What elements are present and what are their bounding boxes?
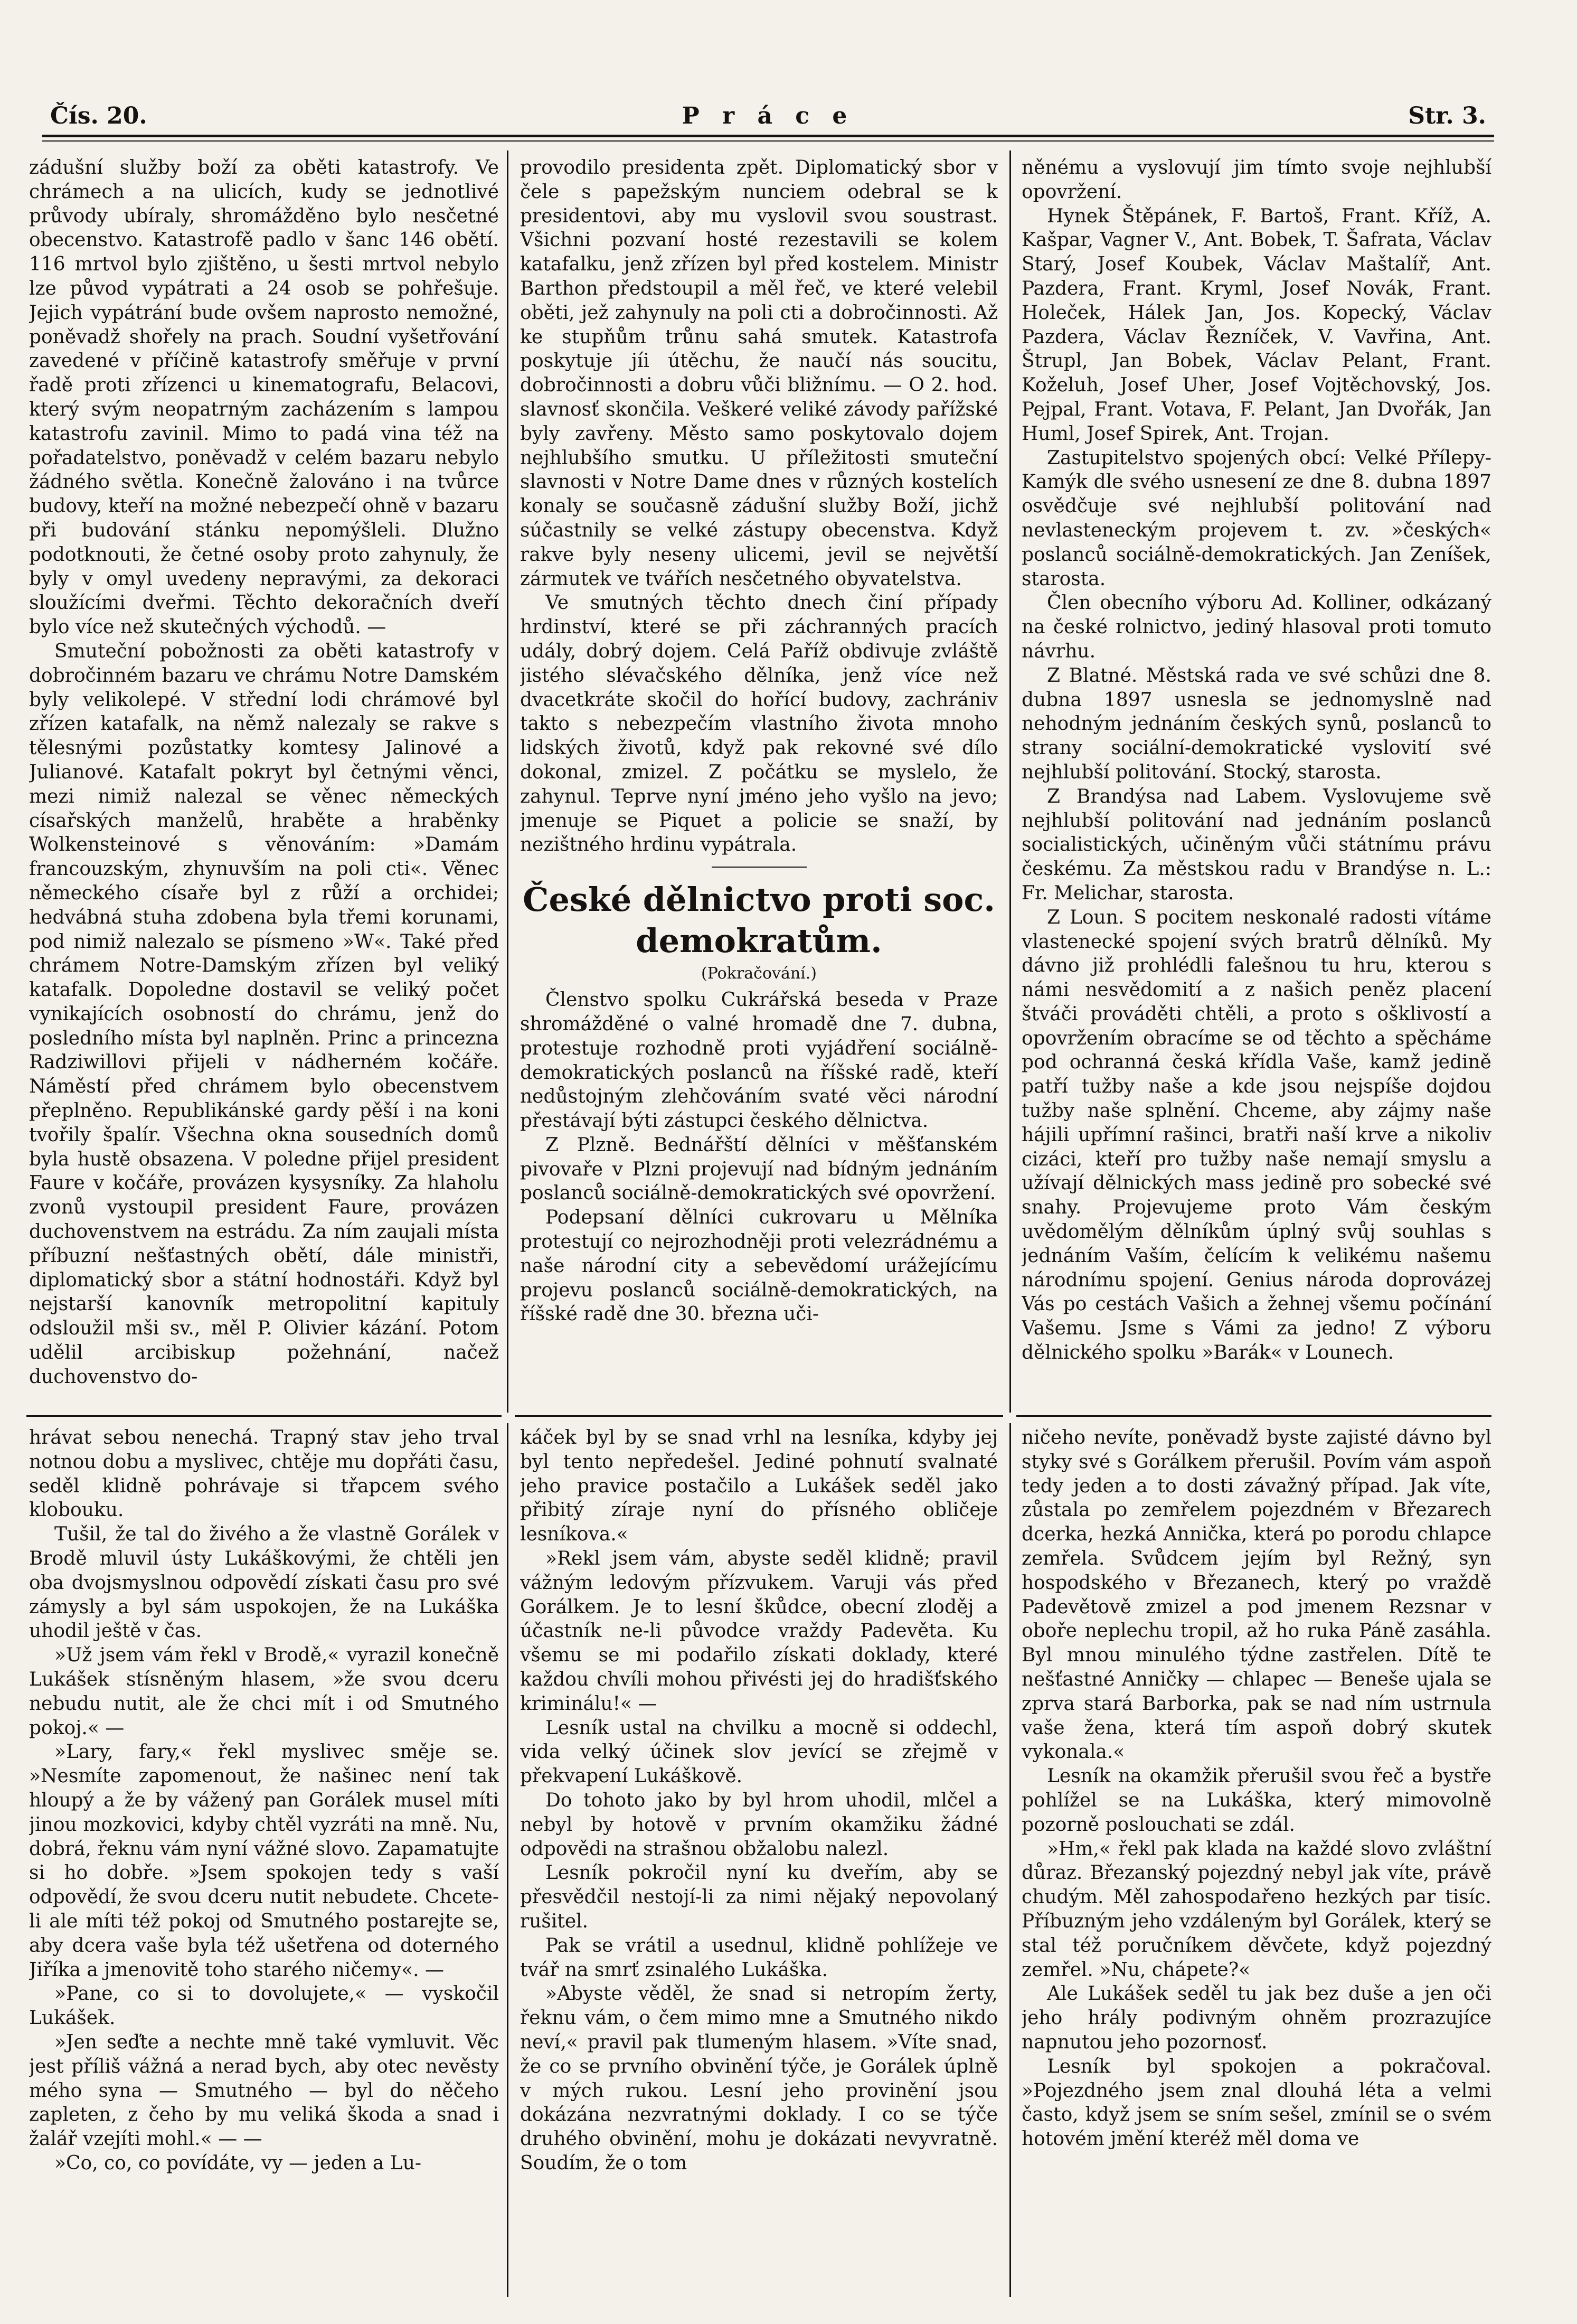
paragraph: »Hm,« řekl pak klada na každé slovo zvláštní důraz. Březanský pojezdný nebyl jak víte, právě chudým. Měl zahospodařeno hezkých par tisíc. Příbuzným jeho vzdáleným byl Gorálek, který se stal též poručníkem děvčete, když pojezdný zemřel. »Nu, chápete?« — [1022, 1838, 1491, 1981]
paragraph: »Lary, fary,« řekl myslivec směje se. »Nesmíte zapomenout, že našinec není tak hloupý a že by vážený pan Gorálek musel míti jinou mozkovici, kdyby chtěl vyzráti na mně. Nu, dobrá, řeknu vám nyní vážné slovo. Zapamatujte si ho dobře. »Jsem spokojen tedy s vaší odpovědí, že svou dceru nutit nebudete. Chcete-li ale míti též pokoj od Smutného postarejte se, aby dcera vaše byla též ušetřena od doterného Jiříka a jmenovitě toho starého ničemy«. — — [29, 1741, 499, 1981]
paragraph: Hynek Štěpánek, F. Bartoš, Frant. Kříž, A. Kašpar, Vagner V., Ant. Bobek, T. Šafrata, Václav Starý, Josef Koubek, Václav Maštalíř, Ant. Pazdera, Frant. Kryml, Josef Novák, Frant. Holeček, Hálek Jan, Jos. Kopecký, Václav Pazdera, Václav Řezníček, V. Vavřina, Ant. Štrupl, Jan Bobek, Václav Pelant, Frant. Koželuh, Josef Uher, Josef Vojtěchovský, Jos. Pejpal, Frant. Votava, F. Pelant, Jan Dvořák, Jan Huml, Josef Spirek, Ant. Trojan. — [1022, 205, 1491, 445]
paragraph: Z Plzně. Bednářští dělníci v měšťanském pivovaře v Plzni projevují nad bídným jednáním poslanců sociálně-demokratických své opovržení. — [520, 1134, 998, 1205]
column-divider — [1009, 1423, 1011, 2297]
header-rule — [42, 135, 1494, 137]
article-title-line: České dělnictvo proti soc. — [523, 880, 995, 919]
column-divider — [507, 150, 508, 1413]
column-left-bottom — [29, 1426, 499, 2297]
paragraph: hrávat sebou nenechá. Trapný stav jeho trval notnou dobu a myslivec, chtěje mu dopřáti času, seděl klidně pohrávaje si třapcem svého klobouku. — [29, 1427, 499, 1521]
paragraph: ničeho nevíte, poněvadž byste zajisté dávno byl styky své s Gorálkem přerušil. Povím vám aspoň tedy jeden a to dosti závažný případ. Jak víte, zůstala po zemřelem pojezdném v Březarech dcerka, hezká Annička, která po porodu chlapce zemřela. Svůdcem jejím byl Režný, syn hospodského v Březanech, který po vraždě Padevětově zmizel a pod jmenem Rezsnar v oboře neplechu tropil, až ho ruka Páně zasáhla. Byl mnou minulého týdne zastřelen. Dítě te nešťastné Anničky — chlapec — Beneše ujala se zprva stará Barborka, pak se nad ním ustrnula vaše žena, která tím aspoň dobrý skutek vykonala.« — [1022, 1427, 1491, 1763]
paragraph: Z Loun. S pocitem neskonalé radosti vítáme vlastenecké spojení svých bratrů dělníků. My dávno již prohlédli falešnou tu hru, kterou s námi nesvědomití a z našich peněz placení štváči prováděti chtěli, a proto s ošklivostí a opovržením obracíme se od těchto a spěcháme pod ochranná česká křídla Vaše, kamž jedině patří tužby naše a kde jsou nejspíše dojdou tužby naše splnění. Chceme, aby zájmy naše hájili upřímní rašinci, bratři naší krve a nikoliv cizáci, kteří pro tužby naše nemají smyslu a užívají dělnických mass jedině pro sobecké své snahy. Projevujeme proto Vám českým uvědomělým dělníkům úplný svůj souhlas s jednáním Vaším, čelícím k velikému našemu národnímu spojení. Genius národa doprovázej Vás po cestách Vašich a žehnej všemu počínání Vašemu. Jsme s Vámi za jedno! Z výboru dělnického spolku »Barák« v Lounech. — [1022, 906, 1491, 1364]
paragraph: Tušil, že tal do živého a že vlastně Gorálek v Brodě mluvil ústy Lukáškovými, že chtěli jen oba dvojsmyslnou odpovědí získati času pro své zámysly a byl sám uspokojen, že na Lukáška uhodil ještě v čas. — [29, 1523, 499, 1642]
column-divider — [507, 1423, 508, 2297]
paragraph: Smuteční pobožnosti za oběti katastrofy v dobročinném bazaru ve chrámu Notre Damském byly velikolepé. V střední lodi chrámové byl zřízen katafalk, na němž nalezaly se rakve s tělesnými pozůstatky komtesy Jalinové a Julianové. Katafalt pokryt byl četnými věnci, mezi nimiž nalezal se věnec německých císařských manželů, hraběte a hraběnky Wolkensteinové s věnováním: »Damám francouzským, zhynuvším na poli cti«. Věnec německého císaře byl z růží a orchidei; hedvábná stuha zdobena byla třemi korunami, pod nimiž nalezalo se písmeno »W«. Také před chrámem Notre-Damským zřízen byl veliký katafalk. Dopoledne dostavil se veliký počet vynikajících osobností do chrámu, jenž do posledního místa byl naplněn. Princ a princezna Radziwillovi přijeli v nádherném kočáře. Náměstí před chrámem bylo obecenstvem přeplněno. Republikánské gardy pěší i na koni tvořily špalír. Všechna okna sousedních domů byla hustě obsazena. V poledne přijel president Faure v kočáře, provázen kysysníky. Za hlaholu zvonů vystoupil president Faure, provázen duchovenstvem na estrádu. Za ním zaujali místa příbuzní nešťastných obětí, dále ministři, diplomatický sbor a státní hodnostáři. Když byl nejstarší kanovník metropolitní kapituly odsloužil mši sv., měl P. Olivier kázání. Potom udělil arcibiskup požehnání, načež duchovenstvo do- — [29, 640, 499, 1388]
column-middle-top — [520, 156, 998, 1413]
paragraph: »Už jsem vám řekl v Brodě,« vyrazil konečně Lukášek stísněným hlasem, »že svou dceru nebudu nutit, ale že chci mít i od Smutného pokoj.« — — [29, 1644, 499, 1739]
paragraph: káček byl by se snad vrhl na lesníka, kdyby jej byl tento nepředešel. Jediné pohnutí svalnaté jeho pravice postačilo a Lukášek seděl jako přibitý zíraje nyní do přísného obličeje lesníkova.« — [520, 1427, 998, 1546]
paragraph: Podepsaní dělníci cukrovaru u Mělníka protestují co nejrozhodněji proti velezrádnému a naše národní city a sebevědomí urážejícímu projevu poslanců sociálně-demokratických, na říšské radě dne 30. března uči- — [520, 1207, 998, 1325]
section-separator — [26, 1415, 502, 1417]
paragraph: něnému a vyslovují jim tímto svoje nejhlubší opovržení. — [1022, 157, 1491, 203]
paragraph: zádušní služby boží za oběti katastrofy. Ve chrámech a na ulicích, kudy se jednotlivé průvody ubíraly, shromážděno bylo nesčetné obecenstvo. Katastrofě padlo v šanc 146 obětí. 116 mrtvol bylo zjištěno, u šesti mrtvol nebylo lze původ vypátrati a 24 osob se pohřešuje. Jejich vypátrání bude ovšem naprosto nemožné, poněvadž shořely na prach. Soudní vyšetřování zavedené v příčině katastrofy směřuje v první řadě proti zřízenci u kinematografu, Belacovi, který svým neopatrným zacházením s lampou katastrofu zavinil. Mimo to padá vina též na pořadatelstvo, poněvadž v celém bazaru nebylo žádného světla. Konečně žalováno i na tvůrce budovy, kteří na možné nebezpečí ohně v bazaru při budování stánku nepomýšleli. Dlužno podotknouti, že četné osoby proto zahynuly, že byly v omyl uvedeny nepravými, za dekoraci sloužícími dveřmi. Těchto dekoračních dveří bylo více než skutečných východů. — — [29, 157, 499, 638]
section-separator — [515, 1415, 1003, 1417]
column-middle-bottom — [520, 1426, 998, 2297]
paragraph: Lesník ustal na chvilku a mocně si oddechl, vida velký účinek slov jevící se zřejmě v překvapení Lukáškově. — [520, 1717, 998, 1787]
column-divider — [1009, 150, 1011, 1413]
paragraph: Z Brandýsa nad Labem. Vyslovujeme svě nejhlubší politování nad jednáním poslanců socialistických, učiněným vůči státnímu právu českému. Za městskou radu v Brandýse n. L.: Fr. Melichar, starosta. — [1022, 785, 1491, 904]
paragraph: Z Blatné. Městská rada ve své schůzi dne 8. dubna 1897 usnesla se jednomyslně nad nehodným jednáním českých synů, poslanců to strany sociální-demokratické vyslovití své nejhlubší politování. Stocký, starosta. — [1022, 664, 1491, 783]
paragraph: Člen obecního výboru Ad. Kolliner, odkázaný na české rolnictvo, jediný hlasoval proti tomuto návrhu. — [1022, 592, 1491, 662]
paragraph: Ve smutných těchto dnech činí případy hrdinství, které se při záchranných pracích udály, dobrý dojem. Celá Paříž obdivuje zvláště jistého slévačského dělníka, jenž více než dvacetkráte skočil do hořící budovy, zachrániv takto s nebezpečím vlastního života mnoho lidských životů, když pak rekovné své dílo dokonal, zmizel. Z počátku se myslelo, že zahynul. Teprve nyní jméno jeho vyšlo na jevo; jmenuje se Piquet a policie se snaží, by nezištného hrdinu vypátrala. — [520, 592, 998, 856]
section-separator — [1016, 1415, 1491, 1417]
column-left-top — [29, 156, 499, 1413]
issue-number: Čís. 20. — [50, 102, 147, 129]
paragraph: Do tohoto jako by byl hrom uhodil, mlčel a nebyl by hotově v prvním okamžiku žádné odpovědi na strašnou obžalobu nalezl. — [520, 1789, 998, 1860]
paragraph: Lesník na okamžik přerušil svou řeč a bystře pohlížel se na Lukáška, který mimovolně pozorně poslouchati se zdál. — [1022, 1765, 1491, 1836]
article-separator — [712, 867, 807, 868]
paragraph: Pak se vrátil a usednul, klidně pohlížeje ve tvář na smrť zsinalého Lukáška. — [520, 1934, 998, 1981]
paragraph: Lesník byl spokojen a pokračoval. »Pojezdného jsem znal dlouhá léta a velmi často, když jsem se sním sešel, zmínil se o svém hotovém jmění kteréž měl doma ve — [1022, 2055, 1491, 2150]
paragraph: Lesník pokročil nyní ku dveřím, aby se přesvědčil nestojí-li za nimi nějaký nepovolaný rušitel. — [520, 1862, 998, 1932]
newspaper-title: P r á c e — [682, 102, 855, 129]
paragraph: Členstvo spolku Cukrářská beseda v Praze shromážděné o valné hromadě dne 7. dubna, protestuje rozhodně proti vyjádření sociálně-demokratických poslanců na říšské radě, kteří nedůstojným zlehčováním svaté věci národní přestávají býti zástupci českého dělnictva. — [520, 989, 998, 1132]
article-subtitle: (Pokračování.) — [701, 964, 817, 983]
paragraph: Ale Lukášek seděl tu jak bez duše a jen oči jeho hrály podivným ohněm prozrazujíce napnutou jeho pozornosť. — [1022, 1983, 1491, 2053]
article-heading — [520, 879, 998, 986]
paragraph: »Abyste věděl, že snad si netropím žerty, řeknu vám, o čem mimo mne a Smutného nikdo neví,« pravil pak tlumeným hlasem. »Víte snad, že co se prvního obvinění týče, je Gorálek úplně v mých rukou. Lesní jeho provinění jsou dokázána nezvratnými doklady. I co se týče druhého obvinění, mohu je dokázati nevyvratně. Soudím, že o tom — [520, 1983, 998, 2174]
header-rule-thin — [42, 140, 1494, 142]
page-header — [50, 100, 1486, 132]
column-right-bottom — [1022, 1426, 1491, 2297]
paragraph: »Co, co, co povídáte, vy — jeden a Lu- — [54, 2152, 422, 2174]
page-number: Str. 3. — [1408, 102, 1486, 129]
paragraph: »Rekl jsem vám, abyste seděl klidně; pravil vážným ledovým přízvukem. Varuji vás před Gorálkem. Je to lesní škůdce, obecní zloděj a účastník ne-li původce vraždy Padevěta. Ku všemu se mi podařilo získati doklady, které každou chvíli mohou přivésti jej do hradišťského kriminálu!« — — [520, 1547, 998, 1715]
paragraph: Zastupitelstvo spojených obcí: Velké Přílepy-Kamýk dle svého usnesení ze dne 8. dubna 1897 osvědčuje své nejhlubší politování nad nevlasteneckým projevem t. zv. »českých« poslanců sociálně-demokratických. Jan Zeníšek, starosta. — [1022, 447, 1491, 590]
column-right-top — [1022, 156, 1491, 1413]
paragraph: »Pane, co si to dovolujete,« — vyskočil Lukášek. — [29, 1983, 499, 2029]
article-title-line: demokratům. — [636, 921, 882, 961]
paragraph: provodilo presidenta zpět. Diplomatický sbor v čele s papežským nunciem odebral se k presidentovi, aby mu vyslovil svou soustrast. Všichni pozvaní hosté rezestavili se kolem katafalku, jenž zřízen byl před kostelem. Ministr Barthon předstoupil a měl řeč, ve které velebil oběti, jež zahynuly na poli cti a dobročinnosti. Až ke stupňům trůnu sahá smutek. Katastrofa poskytuje jíi útěchu, že naučí nás soucitu, dobročinnosti a dobru vůči bližnímu. — O 2. hod. slavnosť skončila. Veškeré veliké závody pařížské byly zavřeny. Město samo poskytovalo dojem nejhlubšího smutku. U příležitosti smuteční slavnosti v Notre Dame dnes v různých kostelích konaly se současně zádušní služby Boží, jichž súčastnily se velké zástupy obecenstva. Když rakve byly neseny ulicemi, jevil se největší zármutek ve tvářích nesčetného obyvatelstva. — [520, 157, 998, 590]
paragraph: »Jen seďte a nechte mně také vymluvit. Věc jest příliš vážná a nerad bych, aby otec nevěsty mého syna — Smutného — byl do něčeho zapleten, z čeho by mu veliká škoda a snad i žalář vzejíti mohl.« — — — [29, 2031, 499, 2150]
